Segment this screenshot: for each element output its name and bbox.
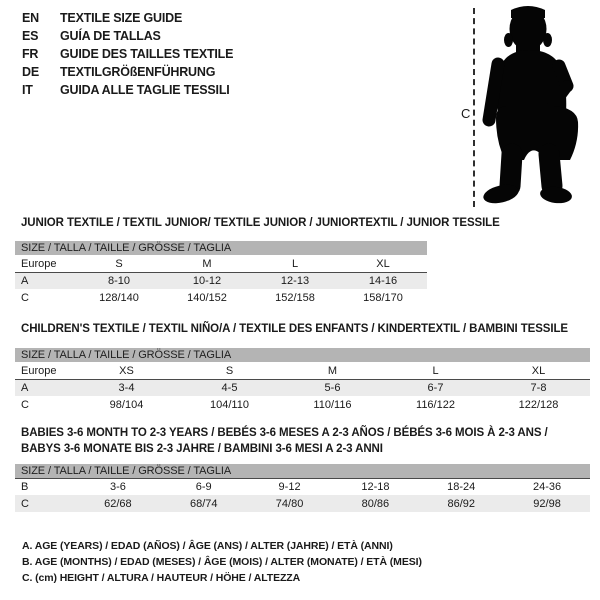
- cell: 74/80: [275, 497, 304, 510]
- section-babies-textile: [15, 425, 590, 512]
- row-label: A: [21, 382, 29, 394]
- language-label: GUÍA DE TALLAS: [60, 29, 161, 43]
- language-label: TEXTILE SIZE GUIDE: [60, 11, 183, 25]
- height-marker-label: C: [461, 106, 471, 121]
- cell: 98/104: [109, 398, 144, 411]
- language-code: ES: [22, 29, 39, 43]
- footnote-a: A. AGE (YEARS) / EDAD (AÑOS) / ÂGE (ANS) / ALTER (JAHRE) / ETÀ (ANNI): [22, 540, 393, 552]
- cell: 92/98: [533, 497, 561, 510]
- language-label: GUIDA ALLE TAGLIE TESSILI: [60, 83, 230, 97]
- cell: 6-9: [195, 481, 212, 493]
- cell: 24-36: [532, 481, 562, 493]
- size-table-header: SIZE / TALLA / TAILLE / GRÖSSE / TAGLIA: [15, 241, 427, 255]
- language-row: [22, 63, 233, 81]
- cell: 62/68: [104, 497, 132, 510]
- cell: XS: [119, 364, 134, 377]
- section-title-line2: BABYS 3-6 MONATE BIS 2-3 JAHRE / BAMBINI 3-6 MESI A 2-3 ANNI: [21, 443, 383, 455]
- cell: 7-8: [530, 382, 547, 394]
- height-measure-line: [473, 8, 475, 207]
- cell: XL: [531, 364, 546, 377]
- section-childrens-textile: [15, 323, 590, 413]
- section-junior-textile: [15, 217, 500, 306]
- footnote-b: B. AGE (MONTHS) / EDAD (MESES) / ÂGE (MOIS) / ALTER (MONATE) / ETÀ (MESI): [22, 556, 422, 568]
- section-title: JUNIOR TEXTILE / TEXTIL JUNIOR/ TEXTILE JUNIOR / JUNIORTEXTIL / JUNIOR TESSILE: [21, 217, 500, 229]
- language-label: TEXTILGRÖßENFÜHRUNG: [60, 65, 216, 79]
- cell: 80/86: [361, 497, 390, 510]
- cell: 18-24: [447, 481, 476, 493]
- row-label: B: [21, 481, 29, 493]
- cell: S: [115, 257, 123, 270]
- language-code: IT: [22, 83, 33, 97]
- cell: M: [327, 364, 338, 377]
- cell: 104/110: [210, 398, 249, 411]
- language-code: DE: [22, 65, 39, 79]
- table-row: [15, 379, 590, 396]
- cell: 110/116: [313, 398, 352, 411]
- row-label: C: [21, 398, 29, 411]
- cell: 86/92: [447, 497, 475, 510]
- table-row: [15, 272, 427, 289]
- table-row: [15, 255, 427, 272]
- toddler-silhouette-image: [482, 4, 600, 207]
- cell: 10-12: [192, 275, 222, 287]
- footnote-c: C. (cm) HEIGHT / ALTURA / HAUTEUR / HÖHE / ALTEZZA: [22, 572, 301, 584]
- table-row: [15, 478, 590, 495]
- cell: 122/128: [518, 398, 559, 411]
- size-table-junior: [15, 241, 427, 306]
- size-table-babies: [15, 464, 590, 512]
- language-row: [22, 45, 233, 63]
- cell: 128/140: [99, 291, 139, 304]
- cell: 116/122: [416, 398, 455, 411]
- cell: 5-6: [324, 382, 341, 394]
- section-title: CHILDREN'S TEXTILE / TEXTIL NIÑO/A / TEXTILE DES ENFANTS / KINDERTEXTIL / BAMBINI TESSILE: [21, 323, 568, 335]
- cell: L: [432, 364, 439, 377]
- language-list: [22, 9, 233, 99]
- cell: 3-4: [118, 382, 135, 394]
- footnotes: [22, 538, 422, 586]
- cell: 152/158: [275, 291, 315, 304]
- row-label: Europe: [21, 364, 57, 377]
- size-table-children: [15, 348, 590, 413]
- cell: XL: [376, 257, 390, 270]
- cell: L: [291, 257, 299, 270]
- row-label: C: [21, 497, 29, 510]
- cell: 140/152: [187, 291, 227, 304]
- table-row: [15, 289, 427, 306]
- cell: 9-12: [278, 481, 301, 493]
- cell: 8-10: [107, 275, 131, 287]
- row-label: C: [21, 291, 29, 304]
- table-row: [15, 396, 590, 413]
- row-label: Europe: [21, 257, 57, 270]
- table-row: [15, 495, 590, 512]
- cell: S: [225, 364, 234, 377]
- language-label: GUIDE DES TAILLES TEXTILE: [60, 47, 234, 61]
- language-row: [22, 81, 233, 99]
- cell: 6-7: [427, 382, 444, 394]
- size-table-header: SIZE / TALLA / TAILLE / GRÖSSE / TAGLIA: [15, 464, 590, 478]
- cell: 4-5: [221, 382, 238, 394]
- section-title: BABIES 3-6 MONTH TO 2-3 YEARS / BEBÉS 3-6 MESES A 2-3 AÑOS / BÉBÉS 3-6 MOIS À 2-3 ANS /: [21, 427, 548, 439]
- language-code: FR: [22, 47, 39, 61]
- cell: 12-18: [361, 481, 390, 493]
- row-label: A: [21, 275, 29, 287]
- cell: 14-16: [368, 275, 398, 287]
- cell: 12-13: [280, 275, 310, 287]
- language-row: [22, 27, 233, 45]
- cell: 158/170: [363, 291, 403, 304]
- language-row: [22, 9, 233, 27]
- cell: M: [202, 257, 212, 270]
- cell: 3-6: [109, 481, 126, 493]
- language-code: EN: [22, 11, 39, 25]
- cell: 68/74: [189, 497, 218, 510]
- table-row: [15, 362, 590, 379]
- size-table-header: SIZE / TALLA / TAILLE / GRÖSSE / TAGLIA: [15, 348, 590, 362]
